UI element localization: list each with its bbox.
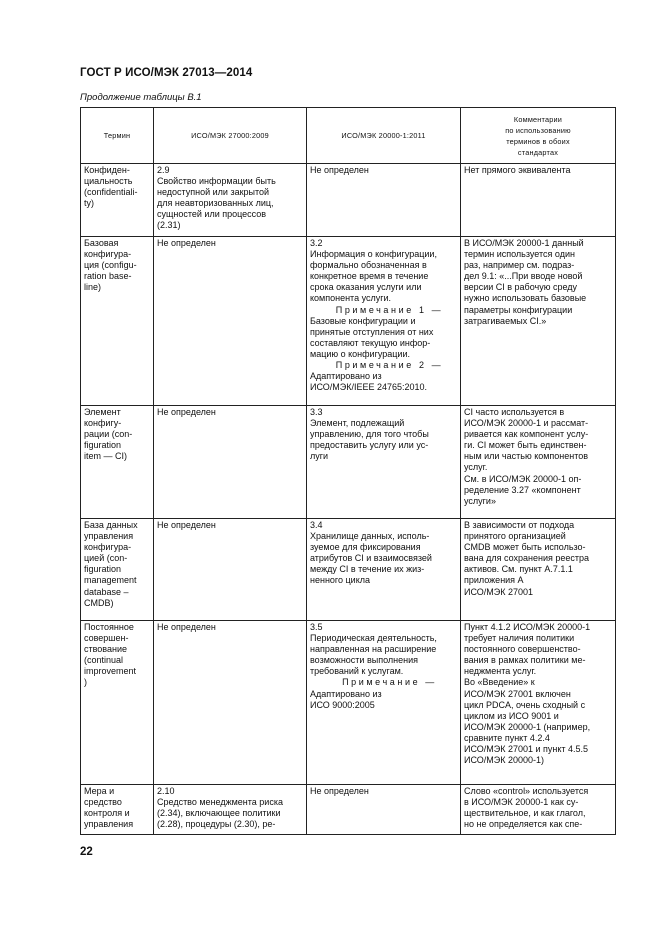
cell-text-line: цией (con- bbox=[84, 553, 128, 564]
cell-text-line: в ИСО/МЭК 20000-1 как су- bbox=[464, 797, 579, 808]
header-comments-line: по использованию bbox=[505, 125, 571, 135]
cell-text-line: конфигура- bbox=[84, 249, 132, 260]
cell-iso20000 bbox=[307, 406, 461, 519]
cell-text-line: ным или частью компонентов bbox=[464, 451, 589, 462]
cell-text-line: Примечание 2 — bbox=[335, 360, 444, 371]
cell-text-line: циклом из ИСО 9001 и bbox=[464, 710, 559, 721]
cell-text-line: CMDB) bbox=[84, 597, 114, 608]
cell-text-line: приложения А bbox=[464, 575, 524, 586]
cell-text-line: ненного цикла bbox=[310, 575, 370, 586]
cell-text-line: 3.4 bbox=[310, 520, 323, 530]
cell-text-line: рации (con- bbox=[84, 429, 133, 440]
cell-text-line: срока оказания услуги или bbox=[310, 282, 422, 293]
cell-comments bbox=[461, 785, 616, 835]
cell-text-line: сущностей или процессов bbox=[157, 209, 267, 220]
cell-text-line: мацию о конфигурации. bbox=[310, 348, 410, 359]
cell-comments bbox=[461, 164, 616, 237]
cell-text-line: версии CI в рабочую среду bbox=[464, 282, 578, 293]
cell-text-line: 2.10 bbox=[157, 786, 175, 796]
cell-text-line: ИСО/МЭК 20000-1) bbox=[464, 755, 545, 766]
cell-text-line: составляют текущую инфор- bbox=[310, 337, 431, 348]
cell-text-line: активов. См. пункт А.7.1.1 bbox=[464, 564, 573, 575]
cell-text-line: атрибутов CI и взаимосвязей bbox=[310, 553, 432, 564]
cell-text-line: Не определен bbox=[310, 786, 369, 796]
cell-text-line: (2.31) bbox=[157, 220, 181, 231]
cell-text-line: Примечание 1 — bbox=[335, 304, 444, 315]
cell-iso27000 bbox=[154, 237, 307, 406]
cell-iso27000 bbox=[154, 785, 307, 835]
cell-text-line: Пункт 4.1.2 ИСО/МЭК 20000-1 bbox=[464, 622, 591, 632]
table-continuation-caption: Продолжение таблицы В.1 bbox=[80, 92, 202, 103]
cell-text-line: управления bbox=[84, 531, 134, 542]
cell-text-line: вана для сохранения реестра bbox=[464, 553, 590, 564]
cell-text-line: См. в ИСО/МЭК 20000-1 оп- bbox=[464, 473, 582, 484]
table-row bbox=[81, 785, 616, 835]
cell-text-line: CI часто используется в bbox=[464, 407, 565, 417]
header-term: Термин bbox=[81, 108, 154, 164]
cell-text-line: improvement bbox=[84, 666, 137, 677]
terms-comparison-table bbox=[80, 107, 616, 835]
cell-term bbox=[81, 164, 154, 237]
cell-text-line: Элемент bbox=[84, 407, 121, 417]
cell-text-line: ИСО/МЭК 27001 включен bbox=[464, 688, 571, 699]
cell-text-line: принятого организацией bbox=[464, 531, 566, 542]
cell-text-line: зуемое для фиксирования bbox=[310, 542, 421, 553]
cell-text-line: Нет прямого эквивалента bbox=[464, 165, 571, 175]
cell-text-line: термин используется один bbox=[464, 249, 575, 260]
cell-term bbox=[81, 621, 154, 785]
table-header-row bbox=[81, 108, 616, 164]
cell-text-line: Свойство информации быть bbox=[157, 176, 276, 187]
cell-text-line: Периодическая деятельность, bbox=[310, 633, 437, 644]
cell-iso27000 bbox=[154, 519, 307, 621]
header-comments-line: терминов в обоих bbox=[506, 136, 570, 146]
cell-text-line: База данных bbox=[84, 520, 138, 530]
cell-text-line: 2.9 bbox=[157, 165, 170, 175]
table-row bbox=[81, 621, 616, 785]
cell-text-line: затрагиваемых CI.» bbox=[464, 315, 547, 326]
cell-text-line: контроля и bbox=[84, 808, 130, 819]
cell-text-line: Базовые конфигурации и bbox=[310, 315, 416, 326]
cell-text-line: item — CI) bbox=[84, 451, 128, 462]
header-iso-27000: ИСО/МЭК 27000:2009 bbox=[154, 108, 307, 164]
cell-text-line: В ИСО/МЭК 20000-1 данный bbox=[464, 238, 584, 248]
cell-iso20000 bbox=[307, 164, 461, 237]
cell-text-line: между CI в течение их жиз- bbox=[310, 564, 425, 575]
cell-comments bbox=[461, 237, 616, 406]
table-body bbox=[81, 164, 616, 835]
cell-text-line: ИСО/МЭК/IEEE 24765:2010. bbox=[310, 382, 428, 393]
cell-term bbox=[81, 406, 154, 519]
cell-term bbox=[81, 237, 154, 406]
page-number: 22 bbox=[80, 846, 93, 858]
cell-text-line: ration base- bbox=[84, 271, 132, 282]
cell-text-line: услуг. bbox=[464, 462, 488, 473]
cell-iso20000 bbox=[307, 519, 461, 621]
cell-text-line: дел 9.1: «...При вводе новой bbox=[464, 271, 583, 282]
cell-text-line: ределение 3.27 «компонент bbox=[464, 484, 581, 495]
cell-text-line: Не определен bbox=[157, 520, 216, 530]
cell-text-line: Не определен bbox=[157, 238, 216, 248]
cell-text-line: ги. CI может быть единствен- bbox=[464, 440, 587, 451]
cell-text-line: конфигура- bbox=[84, 542, 132, 553]
header-comments-line: стандартах bbox=[517, 147, 559, 157]
cell-text-line: раз, например см. подраз- bbox=[464, 260, 575, 271]
header-comments bbox=[461, 108, 616, 164]
cell-text-line: луги bbox=[310, 451, 329, 462]
cell-text-line: ИСО/МЭК 27001 bbox=[464, 586, 534, 597]
cell-term bbox=[81, 519, 154, 621]
cell-text-line: ) bbox=[84, 677, 87, 688]
cell-text-line: компонента услуги. bbox=[310, 293, 392, 304]
cell-text-line: (confidentiali- bbox=[84, 187, 138, 198]
cell-text-line: недоступной или закрытой bbox=[157, 187, 270, 198]
cell-text-line: предоставить услугу или ус- bbox=[310, 440, 429, 451]
cell-text-line: ИСО/МЭК 27001 и пункт 4.5.5 bbox=[464, 744, 589, 755]
cell-text-line: средство bbox=[84, 797, 122, 808]
cell-text-line: line) bbox=[84, 282, 102, 293]
cell-text-line: неджмента услуг. bbox=[464, 666, 537, 677]
cell-text-line: совершен- bbox=[84, 633, 129, 644]
cell-text-line: figuration bbox=[84, 564, 122, 575]
cell-text-line: 3.3 bbox=[310, 407, 323, 417]
cell-comments bbox=[461, 621, 616, 785]
cell-text-line: Конфиден- bbox=[84, 165, 130, 175]
cell-text-line: Примечание — bbox=[342, 677, 437, 688]
cell-iso27000 bbox=[154, 406, 307, 519]
cell-text-line: Средство менеджмента риска bbox=[157, 797, 283, 808]
cell-text-line: конфигу- bbox=[84, 418, 122, 429]
cell-text-line: нужно использовать базовые bbox=[464, 293, 587, 304]
cell-comments bbox=[461, 406, 616, 519]
table-row bbox=[81, 164, 616, 237]
cell-text-line: ty) bbox=[84, 198, 94, 209]
cell-text-line: услуги» bbox=[464, 495, 496, 506]
cell-term bbox=[81, 785, 154, 835]
cell-text-line: требований к услугам. bbox=[310, 666, 404, 677]
cell-text-line: параметры конфигурации bbox=[464, 304, 573, 315]
header-comments-line: Комментарии bbox=[513, 114, 563, 124]
cell-text-line: ИСО/МЭК 20000-1 (например, bbox=[464, 721, 591, 732]
cell-text-line: database – bbox=[84, 586, 129, 597]
cell-text-line: Не определен bbox=[310, 165, 369, 175]
cell-text-line: цикл PDCA, очень сходный с bbox=[464, 699, 586, 710]
cell-text-line: направленная на расширение bbox=[310, 644, 437, 655]
cell-iso20000 bbox=[307, 237, 461, 406]
cell-text-line: Не определен bbox=[157, 622, 216, 632]
cell-text-line: ривается как компонент услу- bbox=[464, 429, 589, 440]
cell-iso27000 bbox=[154, 621, 307, 785]
cell-comments bbox=[461, 519, 616, 621]
cell-text-line: Во «Введение» к bbox=[464, 677, 535, 688]
cell-text-line: Постоянное bbox=[84, 622, 134, 632]
cell-text-line: возможности выполнения bbox=[310, 655, 418, 666]
cell-text-line: Мера и bbox=[84, 786, 115, 796]
cell-text-line: циальность bbox=[84, 176, 133, 187]
cell-text-line: ИСО 9000:2005 bbox=[310, 699, 375, 710]
table-row bbox=[81, 519, 616, 621]
table-row bbox=[81, 406, 616, 519]
cell-text-line: Адаптировано из bbox=[310, 371, 382, 382]
cell-text-line: постоянного совершенство- bbox=[464, 644, 581, 655]
cell-text-line: управления bbox=[84, 819, 134, 830]
cell-text-line: принятые отступления от них bbox=[310, 326, 434, 337]
cell-text-line: (continual bbox=[84, 655, 124, 666]
cell-text-line: (2.28), процедуры (2.30), ре- bbox=[157, 819, 276, 830]
cell-text-line: ствование bbox=[84, 644, 127, 655]
table-row bbox=[81, 237, 616, 406]
cell-iso20000 bbox=[307, 621, 461, 785]
cell-text-line: Не определен bbox=[157, 407, 216, 417]
cell-text-line: для неавторизованных лиц, bbox=[157, 198, 274, 209]
cell-text-line: figuration bbox=[84, 440, 122, 451]
cell-text-line: вания в рамках политики ме- bbox=[464, 655, 586, 666]
cell-text-line: Слово «control» используется bbox=[464, 786, 589, 796]
header-iso-20000: ИСО/МЭК 20000-1:2011 bbox=[307, 108, 461, 164]
cell-text-line: ществительное, и как глагол, bbox=[464, 808, 586, 819]
cell-text-line: сравните пункт 4.2.4 bbox=[464, 732, 550, 743]
cell-text-line: Адаптировано из bbox=[310, 688, 382, 699]
cell-text-line: управлению, для того чтобы bbox=[310, 429, 429, 440]
cell-text-line: Базовая bbox=[84, 238, 119, 248]
cell-iso20000 bbox=[307, 785, 461, 835]
cell-text-line: ИСО/МЭК 20000-1 и рассмат- bbox=[464, 418, 589, 429]
cell-text-line: формально обозначенная в bbox=[310, 260, 427, 271]
cell-text-line: ция (configu- bbox=[84, 260, 137, 271]
cell-text-line: Хранилище данных, исполь- bbox=[310, 531, 430, 542]
cell-text-line: требует наличия политики bbox=[464, 633, 575, 644]
cell-text-line: но не определяется как спе- bbox=[464, 819, 583, 830]
cell-iso27000 bbox=[154, 164, 307, 237]
cell-text-line: 3.2 bbox=[310, 238, 323, 248]
cell-text-line: (2.34), включающее политики bbox=[157, 808, 281, 819]
cell-text-line: 3.5 bbox=[310, 622, 323, 632]
cell-text-line: Элемент, подлежащий bbox=[310, 418, 405, 429]
cell-text-line: конкретное время в течение bbox=[310, 271, 429, 282]
document-title: ГОСТ Р ИСО/МЭК 27013—2014 bbox=[80, 67, 253, 79]
cell-text-line: CMDB может быть использо- bbox=[464, 542, 586, 553]
cell-text-line: Информация о конфигурации, bbox=[310, 249, 437, 260]
cell-text-line: В зависимости от подхода bbox=[464, 520, 575, 530]
cell-text-line: management bbox=[84, 575, 137, 586]
